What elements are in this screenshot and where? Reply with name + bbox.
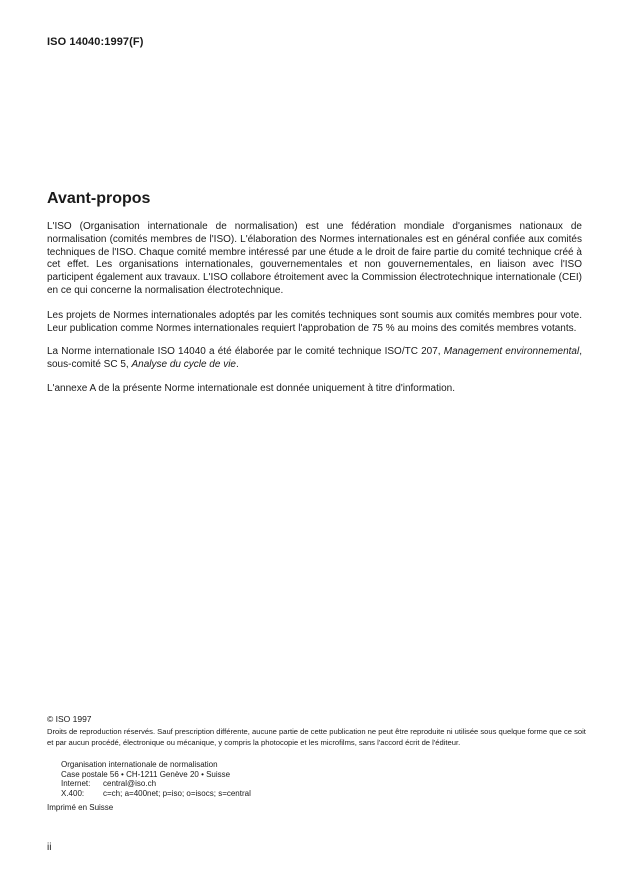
p3-prefix: La Norme internationale ISO 14040 a été élaborée par le comité technique ISO/TC 207, [47, 346, 444, 358]
p3-middle: , sous-comité SC 5, [47, 346, 582, 371]
address-org: Organisation internationale de normalisation [61, 760, 218, 769]
foreword-paragraph-1: L'ISO (Organisation internationale de normalisation) est une fédération mondiale d'organismes nationaux de normalisation (comités membres de l'ISO). L'élaboration des Normes internationales est en général confiée aux comités techniques de l'ISO. Chaque comité membre intéressé par une étude a le droit de faire partie du comité technique créé à cet effet. Les organisations internationales, gouvernementales et non gouvernementales, en liaison avec l'ISO participent également aux travaux. L'ISO collabore étroitement avec la Commission électrotechnique internationale (CEI) en ce qui concerne la normalisation électrotechnique. [47, 221, 582, 296]
printed-in: Imprimé en Suisse [47, 803, 114, 812]
address-internet: Internet: central@iso.ch [61, 779, 157, 789]
sc-name: Analyse du cycle de vie [131, 359, 236, 371]
document-header-standard-id: ISO 14040:1997(F) [47, 36, 144, 48]
foreword-paragraph-3 [47, 346, 582, 372]
foreword-body [47, 221, 582, 408]
p3-suffix: . [236, 359, 239, 371]
foreword-paragraph-4: L'annexe A de la présente Norme internationale est donnée uniquement à titre d'information. [47, 382, 455, 394]
x400-label: X.400 [61, 788, 82, 798]
publisher-address [61, 760, 251, 798]
address-postal: Case postale 56 • CH-1211 Genève 20 • Suisse [61, 769, 231, 779]
reproduction-rights: Droits de reproduction réservés. Sauf prescription différente, aucune partie de cette publication ne peut être reproduite ni utilisée sous quelque forme que ce soit et par aucun procédé, électronique ou mécanique, y compris la photocopie et les microfilms, sans l'accord écrit de l'éditeur. [47, 727, 586, 747]
internet-value: central@iso.ch [103, 779, 157, 789]
x400-value: c=ch; a=400net; p=iso; o=isocs; s=central [103, 788, 251, 798]
copyright-block [47, 714, 587, 748]
tc-name: Management environnemental [443, 346, 580, 358]
address-x400: X.400: c=ch; a=400net; p=iso; o=isocs; s=central [61, 788, 251, 798]
page-number: ii [47, 842, 52, 853]
copyright-notice: © ISO 1997 [47, 714, 92, 724]
foreword-paragraph-2: Les projets de Normes internationales adoptés par les comités techniques sont soumis aux comités membres pour vote. Leur publication comme Normes internationales requiert l'approbation de 75 % au moins des comités membres votants. [47, 309, 582, 334]
internet-label: Internet [61, 779, 89, 789]
foreword-title: Avant-propos [47, 190, 151, 207]
